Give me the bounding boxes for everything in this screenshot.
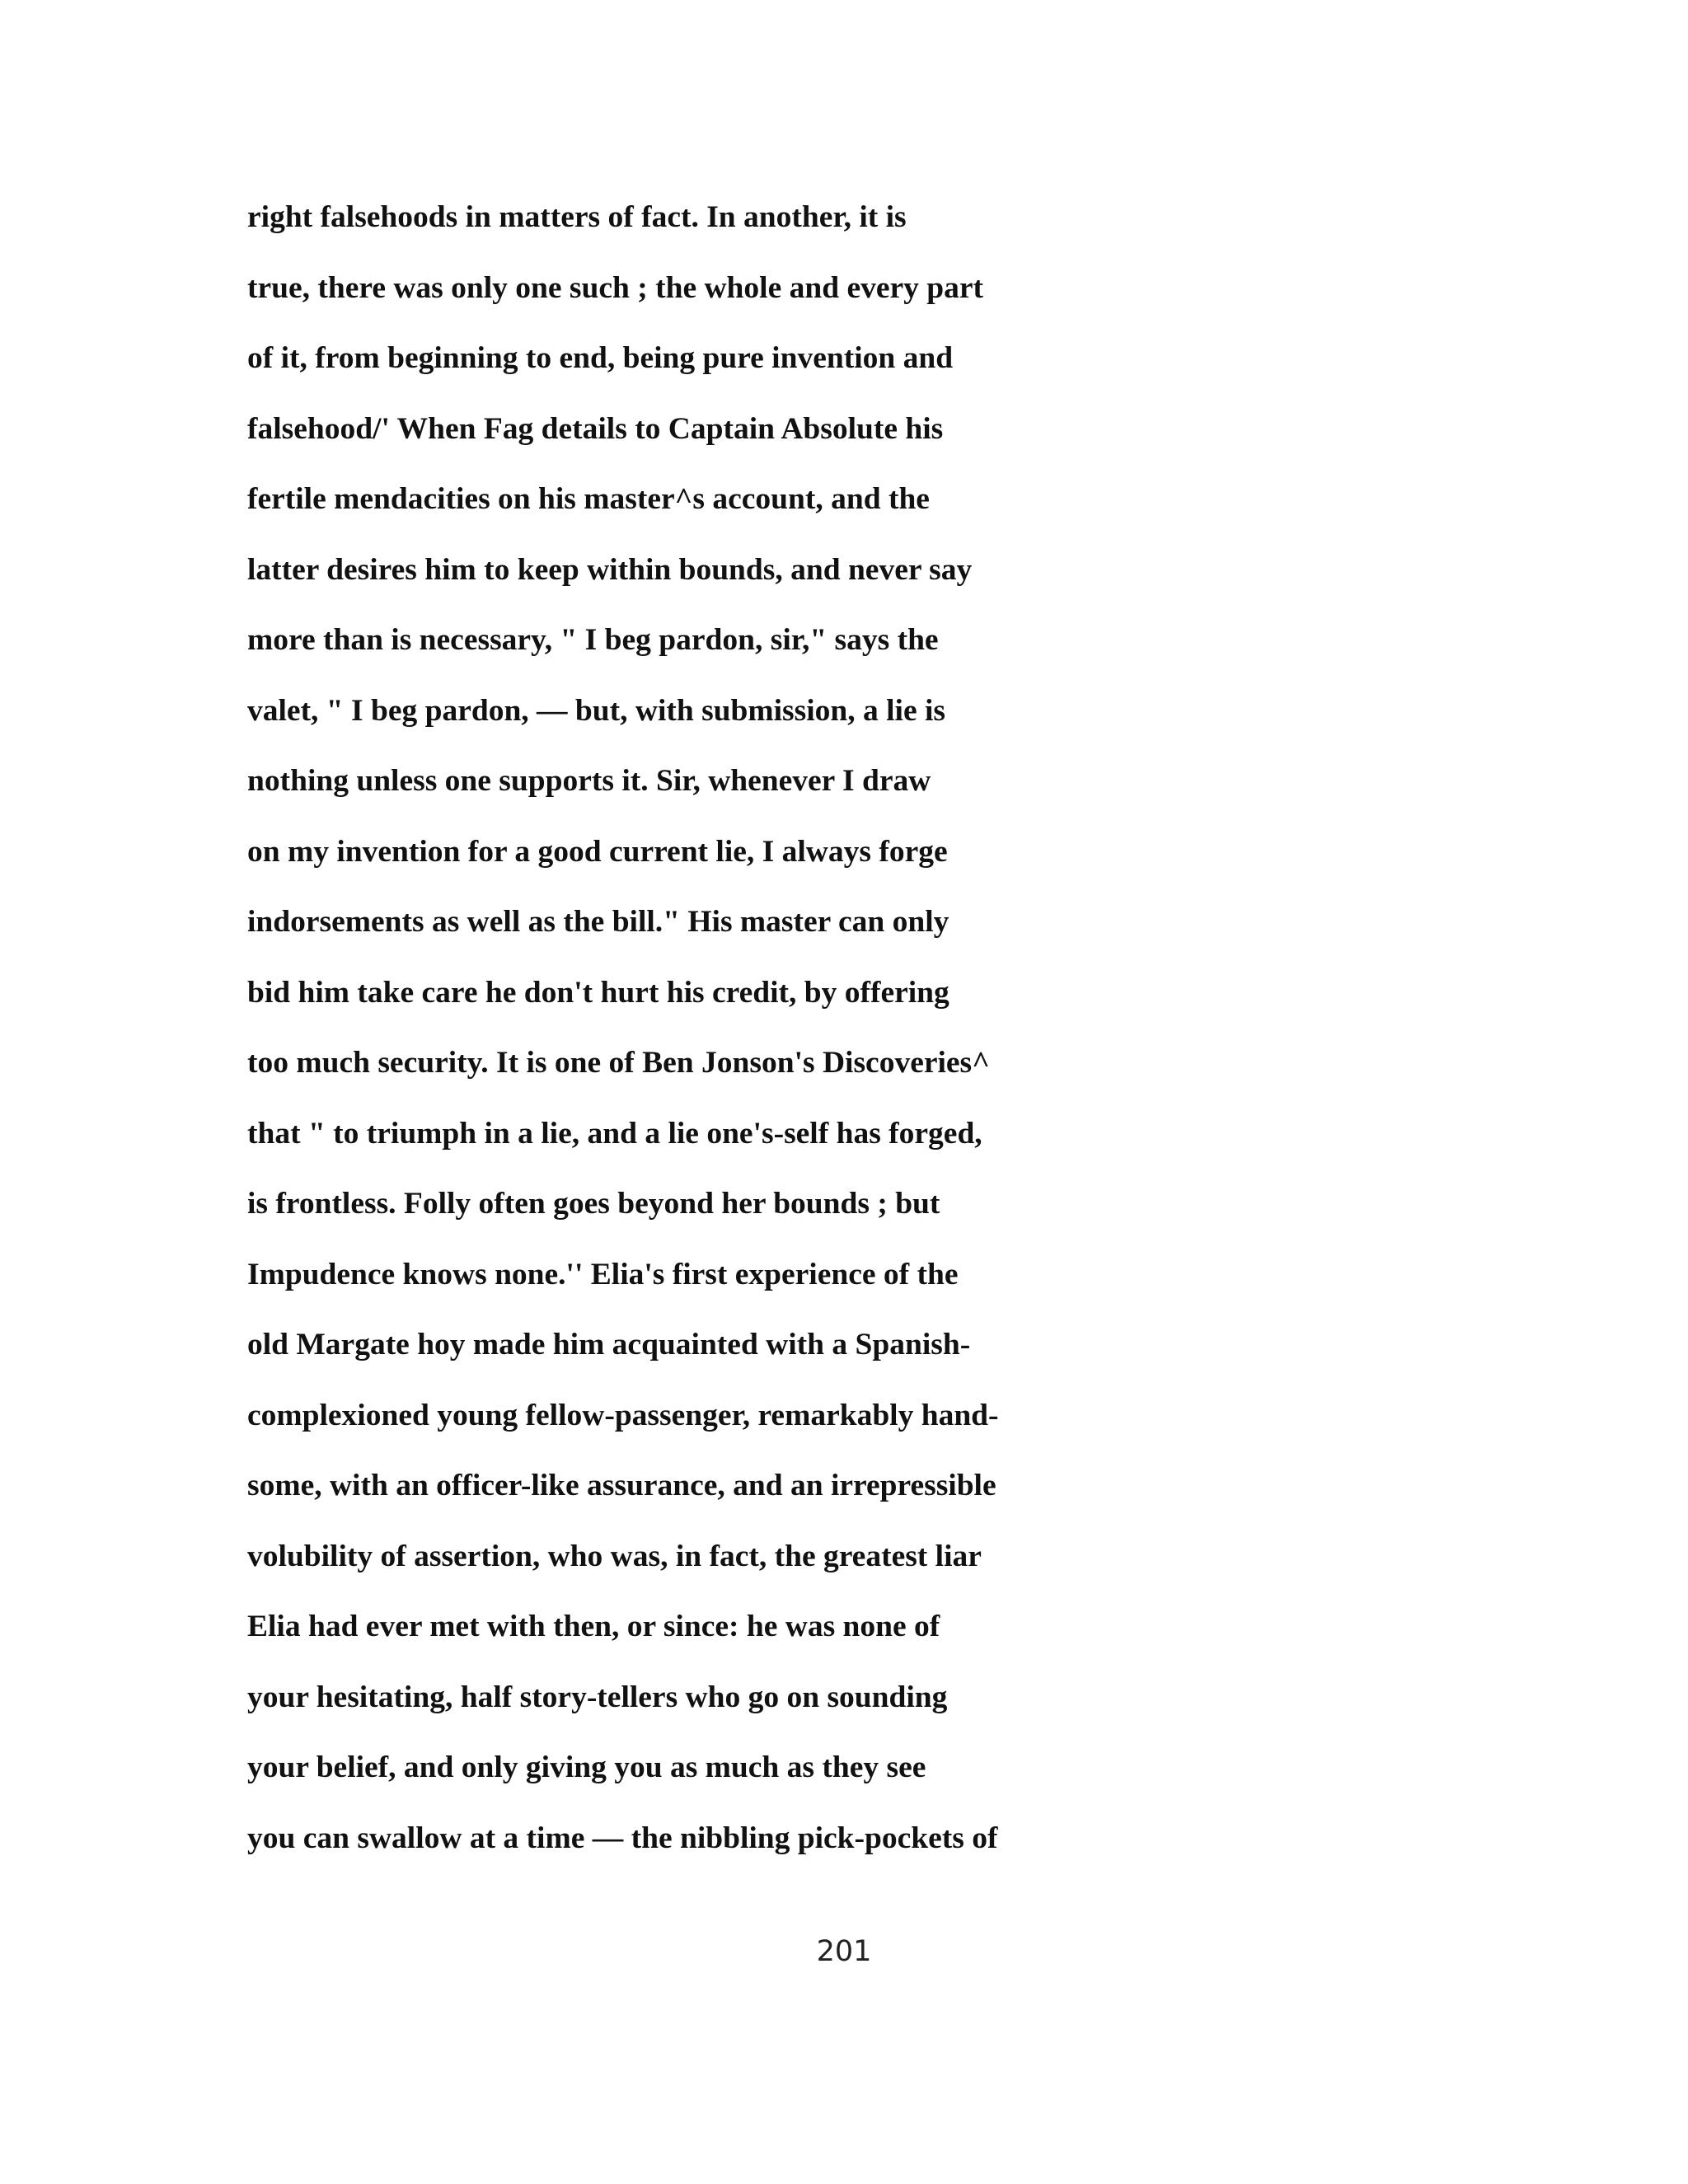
text-line: bid him take care he don't hurt his credit, by offering — [247, 975, 950, 1010]
text-line: some, with an officer-like assurance, and an irrepressible — [247, 1469, 996, 1502]
text-line: too much security. It is one of Ben Jonson's Discoveries^ — [247, 1046, 990, 1080]
text-line: volubility of assertion, who was, in fact, the greatest liar — [247, 1539, 982, 1573]
text-line: fertile mendacities on his master^s account, and the — [247, 482, 930, 516]
text-line: true, there was only one such ; the whole and every part — [247, 270, 983, 305]
text-line: falsehood/' When Fag details to Captain Absolute his — [247, 411, 944, 446]
text-line: complexioned young fellow-passenger, remarkably hand- — [247, 1398, 999, 1432]
text-line: of it, from beginning to end, being pure invention and — [247, 341, 954, 375]
text-line: Impudence knows none.'' Elia's first experience of the — [247, 1257, 959, 1291]
text-line: more than is necessary, " I beg pardon, sir," says the — [247, 623, 939, 657]
text-line: old Margate hoy made him acquainted with a Spanish- — [247, 1328, 971, 1361]
text-line: valet, " I beg pardon, — but, with submission, a lie is — [247, 693, 946, 728]
text-line: your belief, and only giving you as much as they see — [247, 1750, 926, 1784]
text-line: you can swallow at a time — the nibbling pick-pockets of — [247, 1821, 998, 1855]
text-line: Elia had ever met with then, or since: he was none of — [247, 1610, 940, 1643]
text-line: on my invention for a good current lie, I always forge — [247, 834, 948, 869]
body-text — [247, 196, 1484, 1887]
text-line: that " to triumph in a lie, and a lie one's-self has forged, — [247, 1116, 982, 1151]
text-line: indorsements as well as the bill." His master can only — [247, 905, 950, 939]
text-line: right falsehoods in matters of fact. In another, it is — [247, 200, 907, 234]
page-number: 201 — [816, 1935, 872, 1968]
text-line: nothing unless one supports it. Sir, whenever I draw — [247, 764, 931, 798]
text-line: latter desires him to keep within bounds, and never say — [247, 552, 973, 587]
text-line: your hesitating, half story-tellers who go on sounding — [247, 1680, 948, 1714]
text-line: is frontless. Folly often goes beyond her bounds ; but — [247, 1187, 940, 1221]
